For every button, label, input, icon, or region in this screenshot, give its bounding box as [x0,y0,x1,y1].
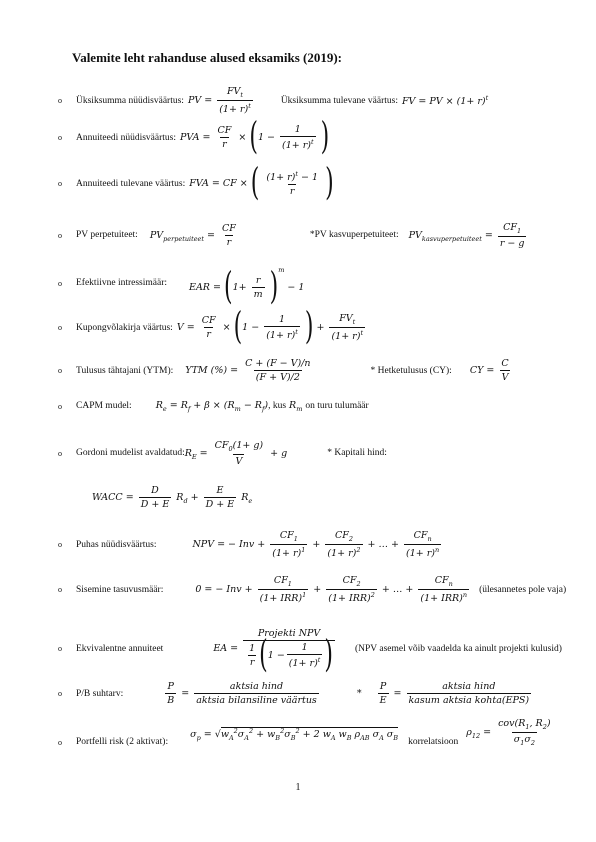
bullet-icon: o [58,585,62,595]
bullet-icon: o [58,278,62,288]
formula-row-pv-single [58,86,488,115]
bullet-icon: o [58,401,62,411]
label-capm: CAPM mudel: [76,401,132,412]
bullet-icon: o [58,540,62,550]
bullet-icon: o [58,689,62,698]
formula-row-ear [58,266,305,309]
formula-row-ea [58,628,562,677]
formula-row-fva [58,162,334,205]
page-title: Valemite leht rahanduse alused eksamiks (2019): [72,50,343,65]
formula-pv-perp: $PV_{perpetuiteet}$ = $\frac{CF}{r}$ [149,222,236,248]
capm-note-2: on turu tulumäär [305,401,369,412]
bullet-icon: o [58,366,62,375]
label-npv: Puhas nüüdisväärtus: [76,539,157,550]
bullet-icon: o [58,179,62,189]
label-irr: Sisemine tasuvusmäär: [76,584,164,595]
formula-gordon: $R_E$ = $\frac{CF_0(1+ g)}{V}$ + g [184,440,288,467]
formula-row-wacc [92,485,252,510]
formula-row-capm: o CAPM mudel: $R_e = R_f + \beta \times (R_m - R_f)$ , kus $R_m$ on turu tulumäär [58,400,369,413]
bullet-icon: o [58,323,62,333]
irr-note: (ülesannetes pole vaja) [479,584,567,595]
label-gordon: Gordoni mudelist avaldatud: [76,448,185,459]
bullet-icon: o [58,737,62,747]
label-corr: korrelatsioon [408,737,459,748]
formula-risk: $\sigma_p = √w_A^2\sigma_A^2 + w_B^2\sigma_B^2 + 2$ $w_A$ $w_B$ $\rho_{AB}$ $\sigma_A$ $\sigma_B$ [190,726,399,742]
formula-npv: NPV = − Inv + $\frac{CF_1}{(1+ r)^1}$ + $\frac{CF_2}{(1+ r)^2}$ + … + $CF_n$ $(1+ r)^n$ [192,530,440,560]
label-ytm: Tulusus tähtajani (YTM): [76,365,174,376]
formula-irr: 0 = − Inv + $CF_1$ (1+ IRR)$^1$ + $CF_2$ (1+ IRR)$^2$ + … + $CF_n$ (1+ IRR)$^n$ [195,575,468,605]
formula-row-gordon [58,440,387,467]
formula-capm: $R_e = R_f + \beta \times (R_m - R_f)$ [155,400,269,413]
formula-pv-single: PV = $FV_t$ $(1+ r)^t$ [187,86,251,116]
label-pv-perp: PV perpetuiteet: [76,230,138,241]
formula-pva: PVA = $\frac{CF}{r}$ × (1 − $\frac{1}{(1+ r)^t}$ ) [180,116,330,159]
bullet-icon: o [58,230,62,240]
formula-row-irr [58,575,566,604]
label-risk: Portfelli risk (2 aktivat): [76,737,169,748]
formula-ytm: YTM (%) = $\frac{C + (F - V)/n}{(F + V)/2}$ [185,358,311,383]
formula-row-perpetuity [58,222,528,249]
formula-row-risk [58,718,555,757]
bullet-icon: o [58,133,62,143]
formula-row-ytm [58,358,513,383]
formula-wacc: WACC = $\frac{D}{D + E}$ $R_d$ + $\frac{E}{D + E}$ $R_e$ [92,485,253,510]
label-ea: Ekvivalentne annuiteet [76,643,164,654]
formula-row-npv [58,530,443,559]
label-pva: Annuiteedi nüüdisväärtus: [76,132,176,143]
formula-corr: $\rho_{12}$ = $cov(R_1$, $R_2$) $\sigma_1\sigma_2$ [466,718,551,747]
formula-ear: EAR = (1+ $\frac{r}{m}$ )$^m$ − 1 [189,266,305,309]
label-ear: Efektiivne intressimäär: [76,278,168,288]
formula-pv-growing: $PV_{kasvuperpetuiteet}$ = $\frac{CF_1}{r - g}$ [408,222,525,249]
formula-row-bond [58,306,367,349]
bullet-icon: o [58,644,62,654]
label-pv-single: Üksiksumma nüüdisväärtus: [76,95,184,106]
label-fv-single: Üksiksumma tulevane väärtus: [280,95,398,106]
formula-row-pb [58,681,533,706]
label-fva: Annuiteedi tulevane väärtus: [76,178,186,189]
formula-pe: $\frac{P}{E}$ = aktsia hind kasum aktsia kohta(EPS) [379,681,530,706]
star-marker: * [356,688,362,699]
label-pv-growing: *PV kasvuperpetuiteet: [309,230,399,241]
formula-fv-single: FV = PV × $(1+ r)^t$ [401,93,489,108]
capm-note: , kus [268,401,287,412]
formula-ea: EA = Projekti NPV 1 r ( 1 − 1 $(1+ r)^t$ ) [213,628,333,677]
label-capital-cost: * Kapitali hind: [327,448,387,459]
formula-pb: $\frac{P}{B}$ = aktsia hind aktsia bilansiline väärtus [167,681,317,706]
label-bond: Kupongvõlakirja väärtus: [76,322,173,333]
bullet-icon: o [58,448,62,458]
ea-note: (NPV asemel võib vaadelda ka ainult projekti kulusid) [355,643,562,654]
bullet-icon: o [58,96,62,106]
page-number: 1 [295,782,301,793]
formula-fva: FVA = CF × ( $\frac{(1+ r)^t - 1}{r}$ ) [189,162,334,205]
formula-row-pva [58,116,330,159]
formula-cy: CY = $\frac{C}{V}$ [469,358,509,383]
label-pb: P/B suhtarv: [76,688,124,699]
label-cy: * Hetketulusus (CY): [370,365,452,376]
formula-bond: V = $\frac{CF}{r}$ × (1 − $\frac{1}{(1+ r)^t}$ ) + $FV_t$ $(1+ r)^t$ [176,306,364,349]
